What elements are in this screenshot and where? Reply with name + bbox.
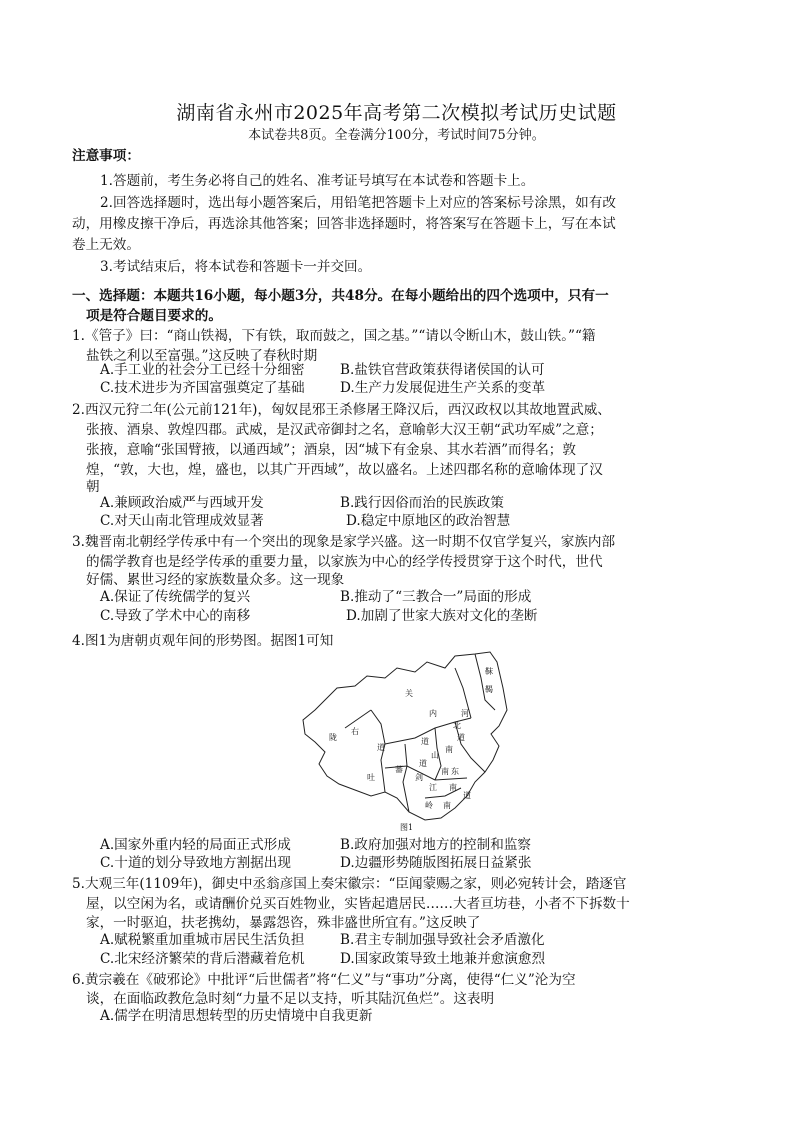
question-4-option-d[interactable]: D.边疆形势随版图拓展日益紧张 [340,855,532,871]
question-2-stem: 张掖、酒泉、敦煌四郡。武威，是汉武帝御封之名，意喻彰大汉王朝“武功军威”之意； [86,422,603,438]
map-label: 河 [461,709,469,718]
question-4-option-a[interactable]: A.国家外重内轻的局面正式形成 [100,837,291,853]
notice-item: 卷上无效。 [72,237,140,253]
question-3-stem: 好儒、累世习经的家族数量众多。这一现象 [86,572,345,588]
question-3-option-d[interactable]: D.加剧了世家大族对文化的垄断 [346,608,538,624]
map-label: 南 [443,801,451,810]
notice-item: 3.考试结束后，将本试卷和答题卡一并交回。 [100,259,372,275]
map-label: 山 [431,751,439,760]
question-3-stem: 3.魏晋南北朝经学传承中有一个突出的现象是家学兴盛。这一时期不仅官学复兴，家族内部 [72,534,616,550]
question-1-option-d[interactable]: D.生产力发展促进生产关系的变革 [340,380,546,396]
notice-item: 1.答题前，考生务必将自己的姓名、准考证号填写在本试卷和答题卡上。 [100,173,535,189]
map-label: 吐 [367,773,375,782]
question-2-option-c[interactable]: C.对天山南北管理成效显著 [100,513,264,529]
question-2-option-b[interactable]: B.践行因俗而治的民族政策 [340,495,504,511]
map-region-border [345,710,371,728]
map-region-border [475,654,495,710]
question-3-option-a[interactable]: A.保证了传统儒学的复兴 [100,589,251,605]
map-caption: 图1 [400,823,414,832]
question-5-option-b[interactable]: B.君主专制加强导致社会矛盾激化 [340,932,545,948]
map-label: 南 [441,767,449,776]
map-label: 南 [449,783,457,792]
question-3-option-c[interactable]: C.导致了学术中心的南移 [100,608,251,624]
question-5-stem: 屋，以空闲为名，或请酬价兑买百姓物业，实皆起遣居民……大者亘坊巷，小者不下拆数十 [86,896,630,912]
section-heading-line2: 项是符合题目要求的。 [86,308,222,324]
map-label: 关 [405,689,413,698]
question-2-stem: 2.西汉元狩二年(公元前121年)，匈奴昆邪王杀修屠王降汉后，西汉政权以其故地置武威、 [72,402,611,418]
question-6-stem: 谈，在面临政教危急时刻“力量不足以支持，听其陆沉鱼烂”。这表明 [86,991,495,1007]
question-3-option-b[interactable]: B.推动了“三教合一”局面的形成 [340,589,532,605]
question-1-stem: 盐铁之利以至富强。”这反映了春秋时期 [86,348,318,364]
tang-dynasty-map [285,648,535,833]
exam-title: 湖南省永州市2025年高考第二次模拟考试历史试题 [176,102,617,124]
map-region-border [403,744,409,812]
question-2-stem: 煌，“敦，大也，煌，盛也，以其广开西域”，故以盛名。上述四郡名称的意喻体现了汉 [86,462,603,478]
map-label: 剑 [415,773,423,782]
question-6-stem: 6.黄宗羲在《破邪论》中批评“后世儒者”将“仁义”与“事功”分离，使得“仁义”沦为空 [72,972,576,988]
map-label: 蕃 [395,765,403,774]
map-label: 东 [451,767,459,776]
map-label: 岭 [425,801,433,810]
question-1-stem: 1.《管子》曰：“商山铁褐，下有铁，取而鼓之，国之基。”“请以令断山木，鼓山铁。”“籍 [72,328,596,344]
map-label: 陇 [329,733,337,742]
question-4-option-c[interactable]: C.十道的划分导致地方割据出现 [100,855,291,871]
map-label: 道 [421,737,429,746]
question-4-stem: 4.图1为唐朝贞观年间的形势图。据图1可知 [72,633,334,649]
question-5-option-a[interactable]: A.赋税繁重加重城市居民生活负担 [100,932,305,948]
map-label: 道 [377,743,385,752]
question-2-option-a[interactable]: A.兼顾政治威严与西域开发 [100,495,264,511]
question-5-option-c[interactable]: C.北宋经济繁荣的背后潜藏着危机 [100,951,305,967]
map-label: 靺 [485,667,493,676]
question-2-stem: 朝 [86,479,100,495]
question-5-option-d[interactable]: D.国家政策导致土地兼并愈演愈烈 [340,951,546,967]
section-heading: 一、选择题：本题共16小题，每小题3分，共48分。在每小题给出的四个选项中，只有一 [72,288,609,304]
question-5-stem: 家，一时驱迫，扶老携幼，暴露怨咨，殊非盛世所宜有。”这反映了 [86,915,481,931]
notice-heading: 注意事项： [72,148,140,164]
map-label: 南 [445,745,453,754]
exam-subtitle: 本试卷共8页。全卷满分100分，考试时间75分钟。 [248,128,545,143]
question-1-option-c[interactable]: C.技术进步为齐国富强奠定了基础 [100,380,305,396]
map-label: 道 [463,791,471,800]
map-label: 北 [453,721,461,730]
map-label: 右 [351,727,359,736]
question-1-option-b[interactable]: B.盐铁官营政策获得诸侯国的认可 [340,362,545,378]
map-label: 内 [429,709,437,718]
question-2-stem: 张掖，意喻“张国臂掖，以通西域”；酒泉，因“城下有金泉、其水若酒”而得名；敦 [86,442,576,458]
map-label: 道 [457,733,465,742]
question-3-stem: 的儒学教育也是经学传承的重要力量，以家族为中心的经学传授贯穿于这个时代，世代 [86,554,603,570]
question-6-option-a[interactable]: A.儒学在明清思想转型的历史情境中自我更新 [100,1008,373,1024]
map-label: 鞨 [485,685,493,694]
notice-item: 2.回答选择题时，选出每小题答案后，用铅笔把答题卡上对应的答案标号涂黑，如有改 [100,195,616,211]
notice-item: 动，用橡皮擦干净后，再选涂其他答案；回答非选择题时，将答案写在答题卡上，写在本试 [72,216,616,232]
question-5-stem: 5.大观三年(1109年)，御史中丞翁彦国上奏宋徽宗：“臣闻蒙赐之家，则必宛转计会，踏逐官 [72,876,627,892]
map-label: 道 [419,759,427,768]
map-label: 江 [429,783,437,792]
question-1-option-a[interactable]: A.手工业的社会分工已经十分细密 [100,362,305,378]
question-4-option-b[interactable]: B.政府加强对地方的控制和监察 [340,837,532,853]
question-2-option-d[interactable]: D.稳定中原地区的政治智慧 [346,513,511,529]
